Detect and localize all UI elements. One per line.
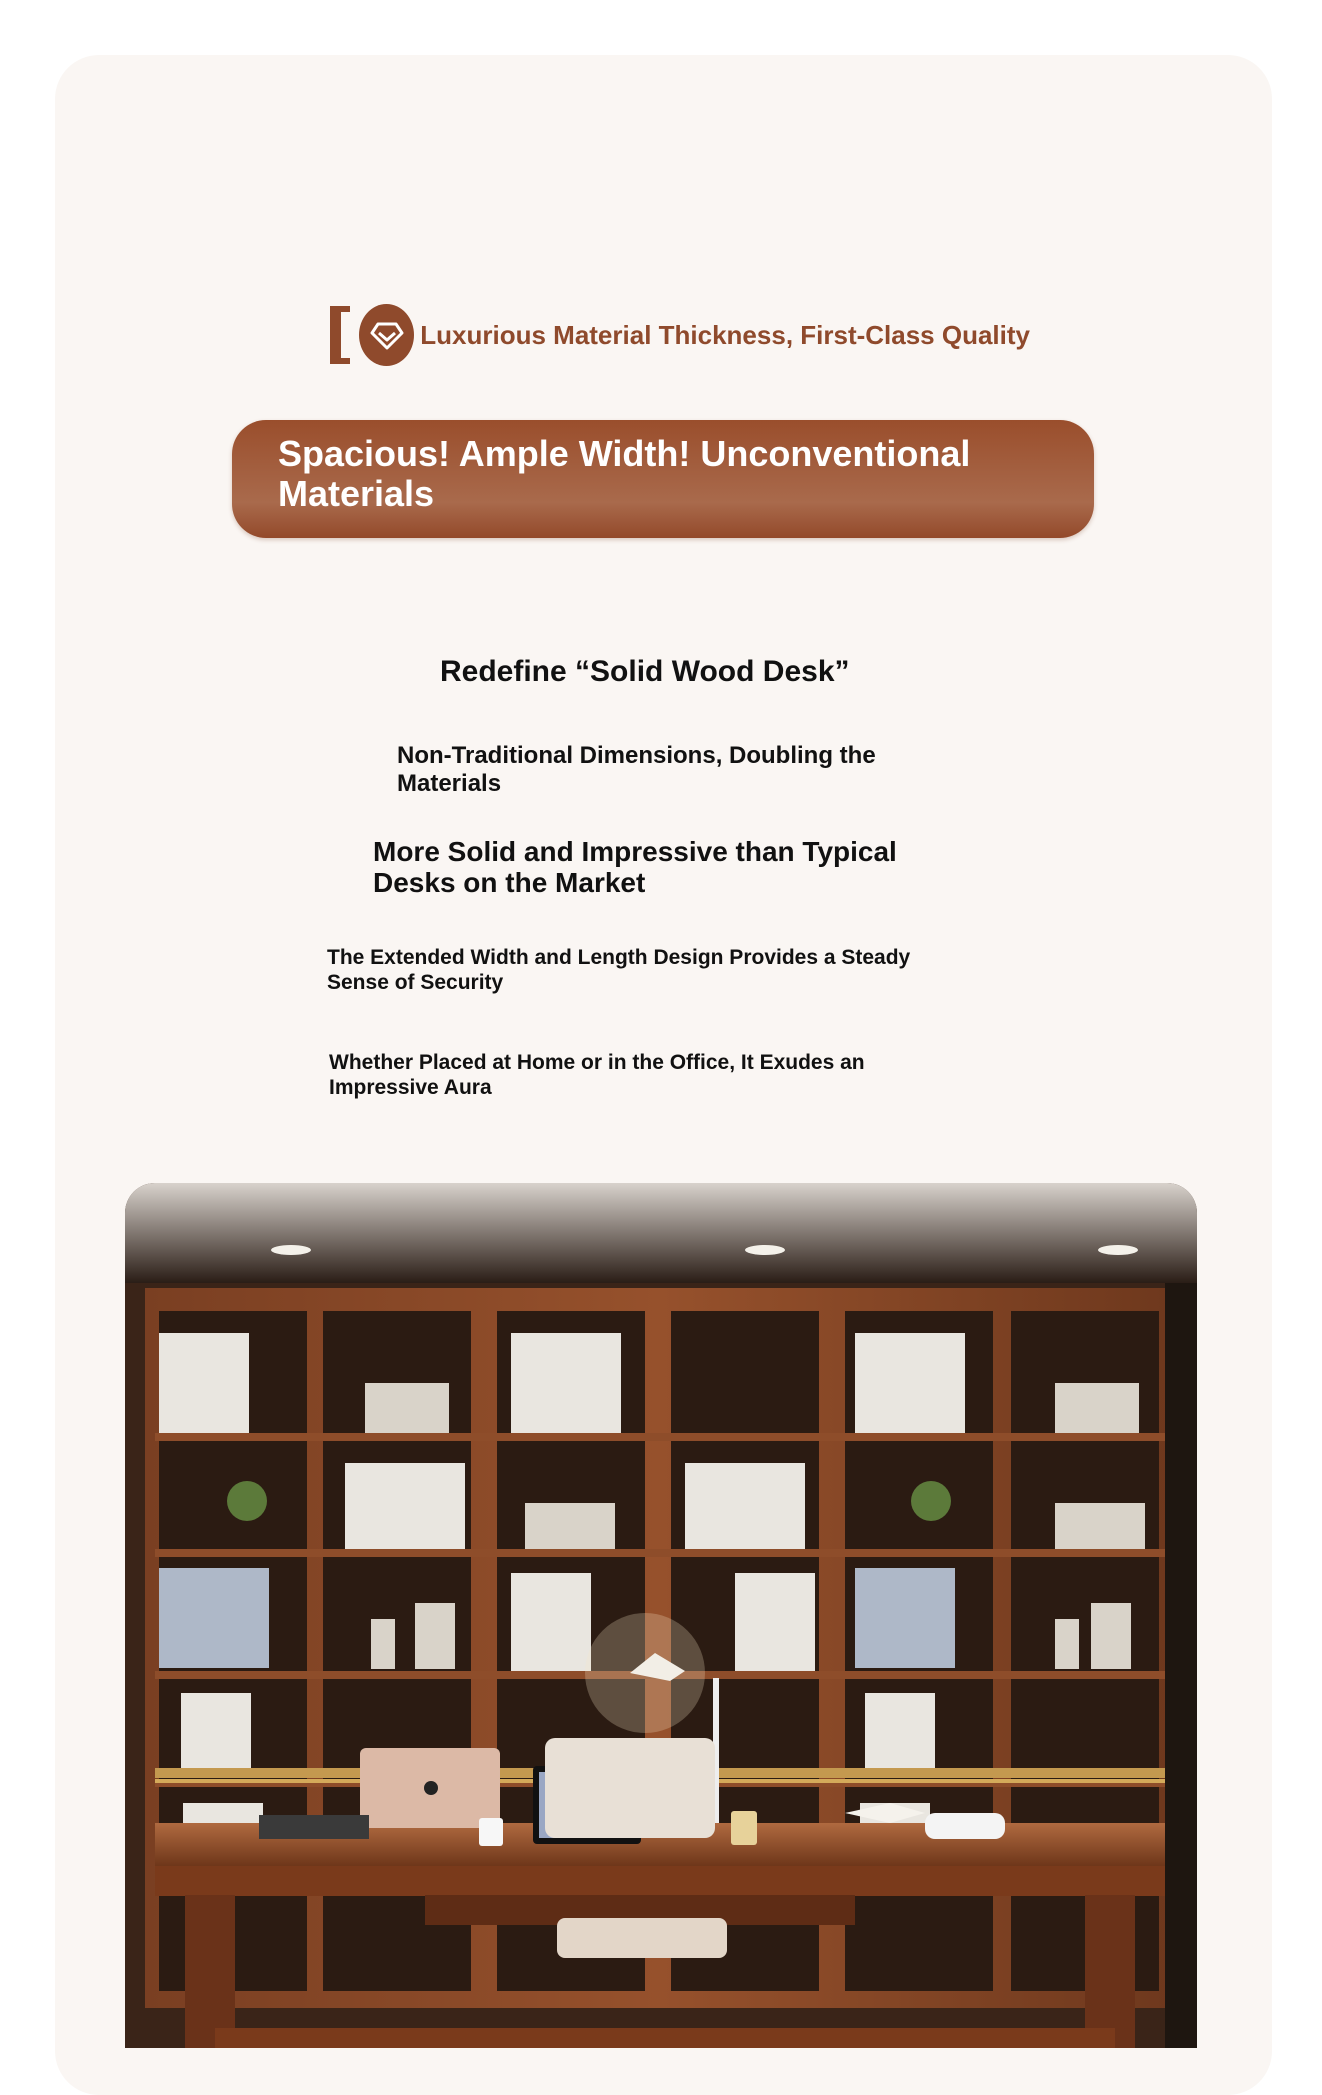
diamond-badge-icon: [359, 304, 414, 366]
feature-heading: Redefine “Solid Wood Desk”: [440, 655, 850, 688]
feature-line-3: The Extended Width and Length Design Provides a Steady Sense of Security: [327, 946, 911, 994]
tagline: [330, 300, 1030, 370]
feature-line-1: Non-Traditional Dimensions, Doubling the Materials: [397, 742, 876, 797]
banner-text: Spacious! Ample Width! Unconventional Materials: [278, 433, 971, 514]
bracket-icon: [330, 306, 349, 364]
tagline-text: Luxurious Material Thickness, First-Class Quality: [420, 319, 1030, 350]
feature-line-2: More Solid and Impressive than Typical Desks on the Market: [373, 836, 897, 898]
headline-banner: [232, 420, 1094, 538]
photo-illustration: [125, 1183, 1197, 2048]
desk-bookcase-photo: [125, 1183, 1197, 2048]
feature-line-4: Whether Placed at Home or in the Office, It Exudes an Impressive Aura: [329, 1051, 865, 1099]
